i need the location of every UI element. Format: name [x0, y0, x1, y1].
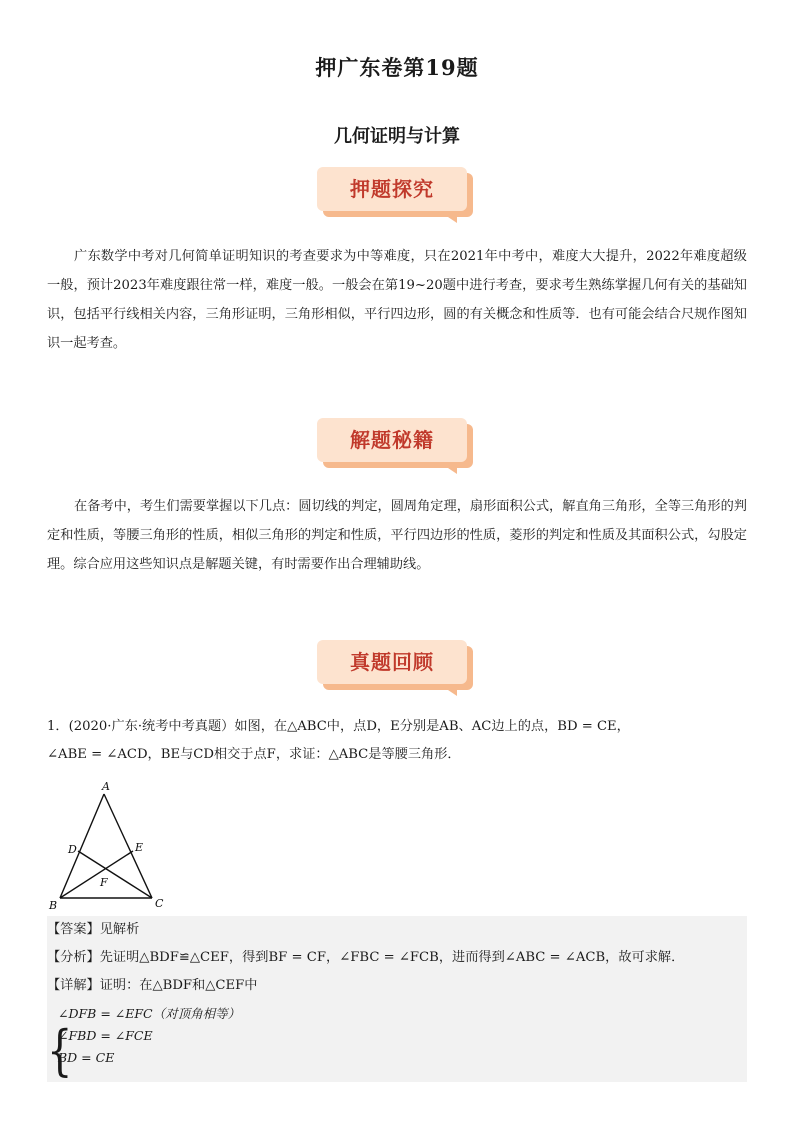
paragraph-tips: 在备考中，考生们需要掌握以下几点：圆切线的判定，圆周角定理，扇形面积公式，解直角三角形，全等三角形的判定和性质，等腰三角形的性质，相似三角形的判定和性质，平行四边形的性质，菱形的判定和性质及其面积公式，勾股定理。综合应用这些知识点是解题关键，有时需要作出合理辅助线。: [47, 499, 747, 572]
system-line-1: ∠DFB = ∠EFC（对顶角相等）: [58, 1006, 241, 1021]
paragraph-explore: 广东数学中考对几何简单证明知识的考查要求为中等难度，只在2021年中考中，难度大大提升，2022年难度超级一般，预计2023年难度跟往常一样，难度一般。一般会在第19~20题中进行考查，要求考生熟练掌握几何有关的基础知识，包括平行线相关内容，三角形证明，三角形相似，平行四边形，圆的有关概念和性质等．也有可能会结合尺规作图知识一起考查。: [47, 249, 747, 351]
analysis-line: 【分析】先证明△BDF≌△CEF，得到BF = CF，∠FBC = ∠FCB，进而得到∠ABC = ∠ACB，故可求解．: [47, 950, 685, 965]
section-badge-label: 真题回顾: [317, 640, 467, 684]
section-badge-label: 解题秘籍: [317, 418, 467, 462]
brace-symbol: {: [47, 1020, 73, 1083]
point-label-a: A: [102, 780, 110, 793]
point-label-f: F: [100, 876, 108, 889]
point-label-b: B: [49, 899, 58, 912]
question-line-2: ∠ABE = ∠ACD，BE与CD相交于点F，求证：△ABC是等腰三角形．: [47, 747, 461, 762]
point-label-d: D: [68, 843, 77, 856]
point-label-e: E: [135, 841, 144, 854]
section-badge-label: 押题探究: [317, 167, 467, 211]
page-title: 押广东卷第19题: [315, 55, 479, 80]
question-line-1: 1．(2020·广东·统考中考真题）如图，在△ABC中，点D，E分别是AB、AC边上的点，BD = CE，: [47, 719, 630, 734]
section-badge-tips: [317, 418, 479, 470]
system-line-3: BD = CE: [58, 1050, 115, 1065]
section-badge-explore: [317, 167, 479, 219]
answer-panel: [47, 916, 747, 1082]
detail-line: 【详解】证明：在△BDF和△CEF中: [47, 978, 258, 993]
point-label-c: C: [155, 897, 164, 910]
triangle-figure: [44, 780, 174, 915]
answer-line: 【答案】见解析: [47, 922, 140, 937]
system-line-2: ∠FBD = ∠FCE: [58, 1028, 153, 1043]
page-subtitle: 几何证明与计算: [334, 126, 460, 147]
section-badge-review: [317, 640, 479, 692]
